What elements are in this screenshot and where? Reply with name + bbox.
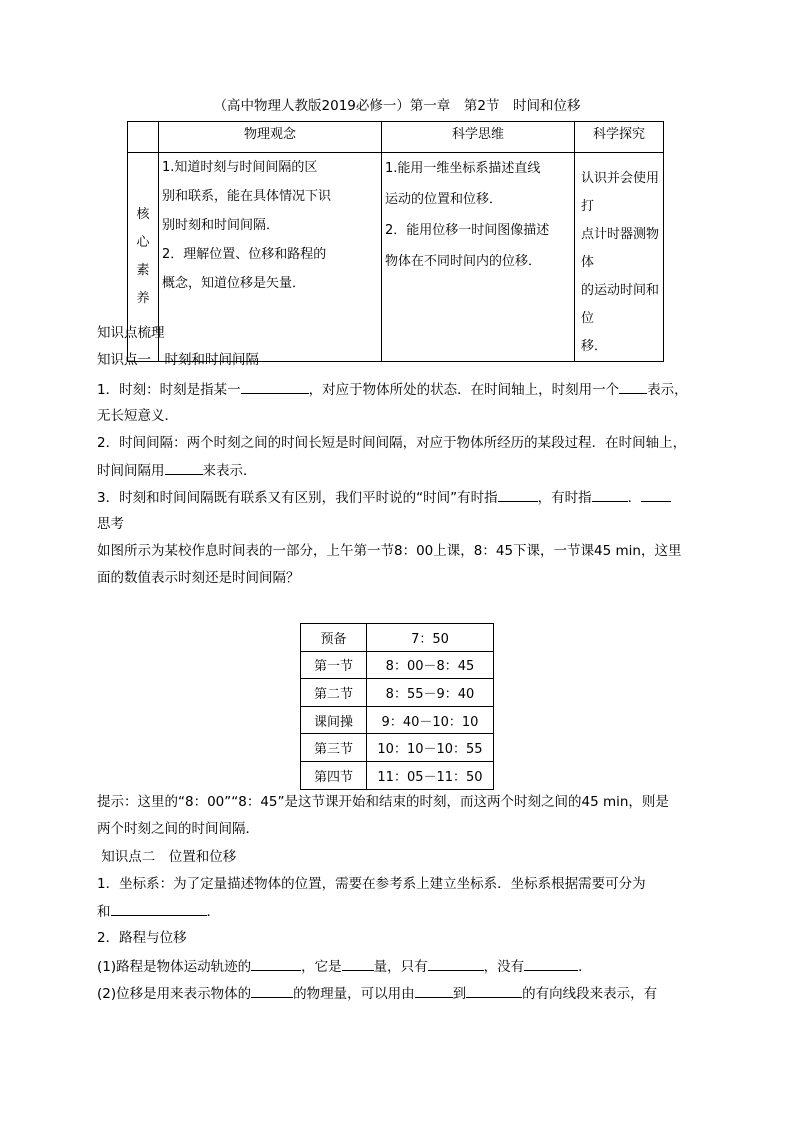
paragraph-line bbox=[97, 460, 257, 481]
paragraph-line bbox=[97, 487, 671, 508]
paragraph-line: 1．坐标系：为了定量描述物体的位置，需要在参考系上建立坐标系．坐标系根据需要可分为 bbox=[97, 876, 646, 892]
fill-blank bbox=[498, 487, 538, 502]
text-segment: ，没有 bbox=[483, 959, 525, 975]
text-segment: (1)路程是物体运动轨迹的 bbox=[97, 959, 252, 975]
paragraph-line bbox=[97, 901, 220, 922]
period-time: 9：40－10：10 bbox=[367, 706, 494, 734]
schedule-table bbox=[300, 623, 494, 790]
period-name: 预备 bbox=[301, 624, 367, 652]
text-segment: ． bbox=[206, 904, 220, 920]
period-time: 11：05－11：50 bbox=[367, 761, 494, 789]
period-time: 8：55－9：40 bbox=[367, 679, 494, 707]
header-scientific-thinking: 科学思维 bbox=[382, 122, 575, 153]
paragraph-line: 如图所示为某校作息时间表的一部分，上午第一节8：00上课，8：45下课，一节课45 min，这里 bbox=[97, 543, 682, 559]
text-segment: 时间间隔用 bbox=[97, 463, 165, 479]
section-heading: 知识点梳理 bbox=[97, 325, 165, 341]
text-segment: 到 bbox=[452, 986, 467, 1002]
paragraph-line bbox=[97, 983, 657, 1004]
fill-blank bbox=[342, 956, 374, 971]
table-row bbox=[301, 734, 494, 762]
text-segment: ． bbox=[627, 490, 642, 506]
scientific-inquiry-cell: 认识并会使用打 点计时器测物体 的运动时间和位 移． bbox=[575, 153, 664, 362]
text-segment: ，它是 bbox=[301, 959, 342, 975]
side-label-char: 养 bbox=[136, 291, 150, 306]
fill-blank bbox=[641, 487, 671, 502]
paragraph-line: 2．路程与位移 bbox=[97, 930, 187, 946]
table-row bbox=[301, 679, 494, 707]
hint-line: 两个时刻之间的时间间隔． bbox=[97, 821, 259, 837]
text-segment: 的物理量，可以用由 bbox=[293, 986, 415, 1002]
text-segment: 来表示． bbox=[202, 463, 257, 479]
table-row bbox=[301, 761, 494, 789]
subsection-heading: 知识点二 位置和位移 bbox=[97, 849, 237, 865]
subsection-heading: 思考 bbox=[97, 516, 124, 532]
document-title: （高中物理人教版2019必修一）第一章 第2节 时间和位移 bbox=[213, 98, 581, 114]
side-label-char: 素 bbox=[136, 263, 150, 278]
text-segment: (2)位移是用来表示物体的 bbox=[97, 986, 252, 1002]
period-time: 10：10－10：55 bbox=[367, 734, 494, 762]
scientific-thinking-cell: 1.能用一维坐标系描述直线 运动的位置和位移． 2．能用位移一时间图像描述 物体在不同时间内的位移． bbox=[382, 153, 575, 362]
subsection-heading: 知识点一 时刻和时间间隔 bbox=[97, 352, 259, 368]
text-segment: 的有向线段来表示，有 bbox=[522, 986, 658, 1002]
fill-blank bbox=[592, 487, 628, 502]
fill-blank bbox=[111, 901, 207, 916]
fill-blank bbox=[619, 379, 647, 394]
period-name: 第一节 bbox=[301, 651, 367, 679]
fill-blank bbox=[251, 983, 293, 998]
period-time: 7：50 bbox=[367, 624, 494, 652]
text-segment: ，对应于物体所处的状态．在时间轴上，时刻用一个 bbox=[308, 382, 620, 398]
period-name: 第四节 bbox=[301, 761, 367, 789]
table-row bbox=[301, 624, 494, 652]
paragraph-line: 面的数值表示时刻还是时间间隔？ bbox=[97, 570, 300, 586]
period-name: 课间操 bbox=[301, 706, 367, 734]
side-label-char: 核 bbox=[136, 207, 150, 222]
paragraph-line: 无长短意义． bbox=[97, 408, 178, 424]
fill-blank bbox=[415, 983, 453, 998]
text-segment: ． bbox=[578, 959, 592, 975]
side-label-char: 心 bbox=[136, 235, 150, 250]
hint-line: 提示：这里的“8：00”“8：45”是这节课开始和结束的时刻，而这两个时刻之间的45 min，则是 bbox=[97, 794, 669, 810]
paragraph-line bbox=[97, 956, 592, 977]
period-time: 8：00－8：45 bbox=[367, 651, 494, 679]
period-name: 第二节 bbox=[301, 679, 367, 707]
fill-blank bbox=[251, 956, 301, 971]
text-segment: 和 bbox=[97, 904, 111, 920]
text-segment: 表示， bbox=[647, 382, 688, 398]
text-segment: 量，只有 bbox=[373, 959, 428, 975]
table-corner-cell bbox=[128, 122, 159, 153]
fill-blank bbox=[466, 983, 522, 998]
period-name: 第三节 bbox=[301, 734, 367, 762]
fill-blank bbox=[165, 460, 203, 475]
text-segment: 1．时刻：时刻是指某一 bbox=[97, 382, 241, 398]
fill-blank bbox=[524, 956, 578, 971]
fill-blank bbox=[241, 379, 309, 394]
table-row bbox=[301, 706, 494, 734]
physics-concept-cell: 1.知道时刻与时间间隔的区 别和联系，能在具体情况下识 别时刻和时间间隔． 2．理解位置、位移和路程的 概念，知道位移是矢量． bbox=[159, 153, 382, 362]
text-segment: ，有时指 bbox=[537, 490, 592, 506]
header-physics-concept: 物理观念 bbox=[159, 122, 382, 153]
table-row bbox=[301, 651, 494, 679]
fill-blank bbox=[428, 956, 484, 971]
paragraph-line bbox=[97, 379, 688, 400]
core-literacy-table bbox=[127, 121, 664, 362]
header-scientific-inquiry: 科学探究 bbox=[575, 122, 664, 153]
text-segment: 3．时刻和时间间隔既有联系又有区别，我们平时说的“时间”有时指 bbox=[97, 490, 498, 506]
paragraph-line: 2．时间间隔：两个时刻之间的时间长短是时间间隔，对应于物体所经历的某段过程．在时间轴上， bbox=[97, 435, 687, 451]
